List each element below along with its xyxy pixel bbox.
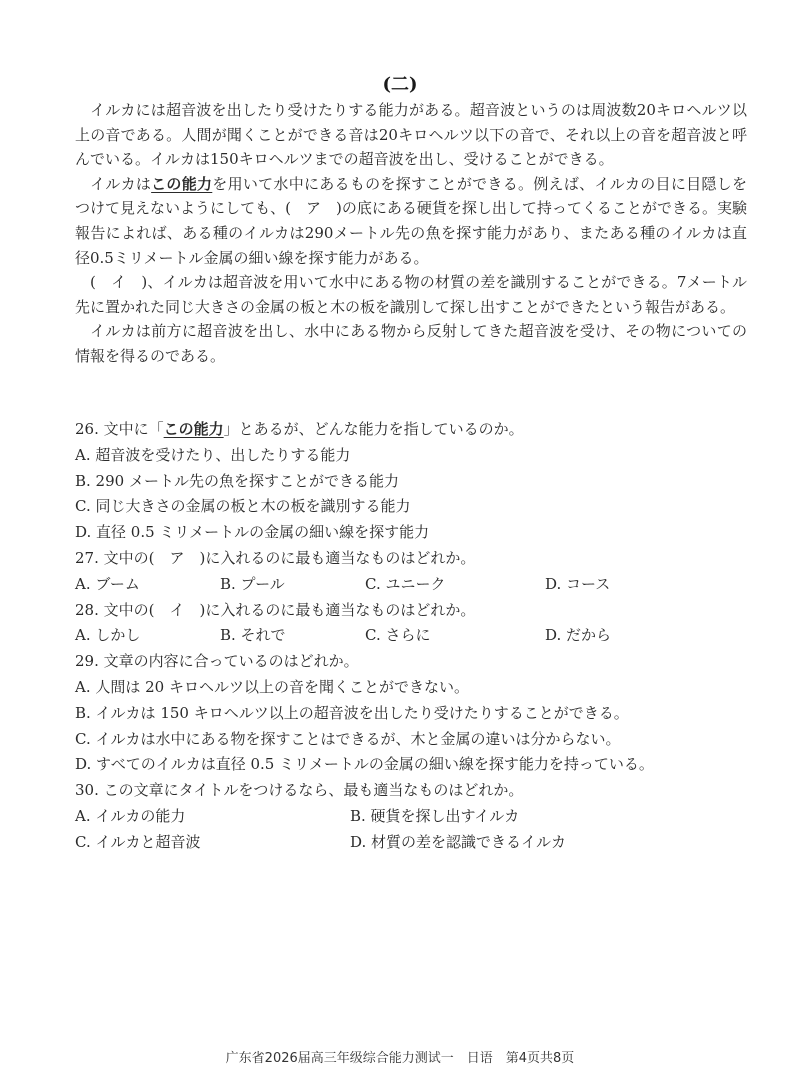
option-d[interactable]: D. すべてのイルカは直径 0.5 ミリメートルの金属の細い線を探す能力を持っている。 — [75, 755, 654, 774]
question-27 — [75, 546, 755, 598]
question-stem: 30. この文章にタイトルをつけるなら、最も適当なものはどれか。 — [75, 781, 524, 800]
option-row — [75, 572, 755, 598]
option-a[interactable]: A. 人間は 20 キロヘルツ以上の音を聞くことができない。 — [75, 677, 469, 696]
option-a[interactable]: A. イルカの能力 — [75, 806, 186, 825]
passage-paragraph-2 — [75, 172, 747, 270]
stem-text: 26. 文中に「 — [75, 420, 164, 438]
option-d[interactable]: D. だから — [545, 626, 612, 645]
question-stem — [75, 417, 755, 443]
section-title: (二) — [382, 74, 418, 95]
option-d[interactable]: D. 材質の差を認識できるイルカ — [350, 832, 567, 851]
passage-paragraph-4: イルカは前方に超音波を出し、水中にある物から反射してきた超音波を受け、その物についての情報を得るのである。 — [75, 322, 747, 365]
option-row — [75, 804, 755, 830]
option-row — [75, 623, 755, 649]
option-d[interactable]: D. 直径 0.5 ミリメートルの金属の細い線を探す能力 — [75, 523, 430, 542]
passage-paragraph-1: イルカには超音波を出したり受けたりする能力がある。超音波というのは周波数20キロヘルツ以上の音である。人間が聞くことができる音は20キロヘルツ以下の音で、それ以上の音を超音波と呼んでいる。イルカは150キロヘルツまでの超音波を出し、受けることができる。 — [75, 101, 747, 169]
question-stem: 29. 文章の内容に合っているのはどれか。 — [75, 652, 359, 671]
option-b[interactable]: B. イルカは 150 キロヘルツ以上の超音波を出したり受けたりすることができる。 — [75, 703, 629, 722]
underlined-phrase: この能力 — [163, 420, 224, 438]
option-b[interactable]: B. それで — [220, 626, 286, 645]
question-26 — [75, 417, 755, 546]
passage-text: イルカは — [90, 174, 152, 193]
question-stem: 28. 文中の( イ )に入れるのに最も適当なものはどれか。 — [75, 600, 476, 619]
option-b[interactable]: B. 硬貨を探し出すイルカ — [350, 806, 520, 825]
option-c[interactable]: C. ユニーク — [365, 574, 446, 593]
option-a[interactable]: A. ブーム — [75, 574, 140, 593]
underlined-phrase: この能力 — [151, 174, 213, 193]
reading-passage — [75, 98, 747, 369]
stem-text: 」とあるが、どんな能力を指しているのか。 — [223, 420, 524, 438]
option-a[interactable]: A. 超音波を受けたり、出したりする能力 — [75, 445, 351, 464]
option-b[interactable]: B. 290 メートル先の魚を探すことができる能力 — [75, 471, 399, 490]
option-c[interactable]: C. さらに — [365, 626, 431, 645]
option-d[interactable]: D. コース — [545, 574, 611, 593]
option-c[interactable]: C. イルカと超音波 — [75, 832, 201, 851]
option-c[interactable]: C. イルカは水中にある物を探すことはできるが、木と金属の違いは分からない。 — [75, 729, 621, 748]
passage-paragraph-3: ( イ )、イルカは超音波を用いて水中にある物の材質の差を識別することができる。7メートル先に置かれた同じ大きさの金属の板と木の板を識別して探し出すことができたという報告がある。 — [75, 273, 747, 316]
option-row — [75, 830, 755, 856]
option-c[interactable]: C. 同じ大きさの金属の板と木の板を識別する能力 — [75, 497, 411, 516]
option-a[interactable]: A. しかし — [75, 626, 141, 645]
question-list — [75, 417, 755, 856]
question-stem: 27. 文中の( ア )に入れるのに最も適当なものはどれか。 — [75, 548, 476, 567]
option-b[interactable]: B. プール — [220, 574, 285, 593]
question-30 — [75, 778, 755, 855]
question-28 — [75, 598, 755, 650]
question-29 — [75, 649, 755, 778]
passage-text: を用いて水中にあるものを探すことができる。例えば、イルカの目に目隠しをつけて見えないようにしても、( ア )の底にある硬貨を探し出して持ってくることができる。実験報告によれば、ある種のイルカは290メートル先の魚を探す能力があり、またある種のイルカは直径0.5ミリメートル金属の細い線を探す能力がある。 — [75, 174, 747, 267]
page-footer: 广东省2026届高三年级综合能力测试一 日语 第4页共8页 — [225, 1051, 575, 1066]
